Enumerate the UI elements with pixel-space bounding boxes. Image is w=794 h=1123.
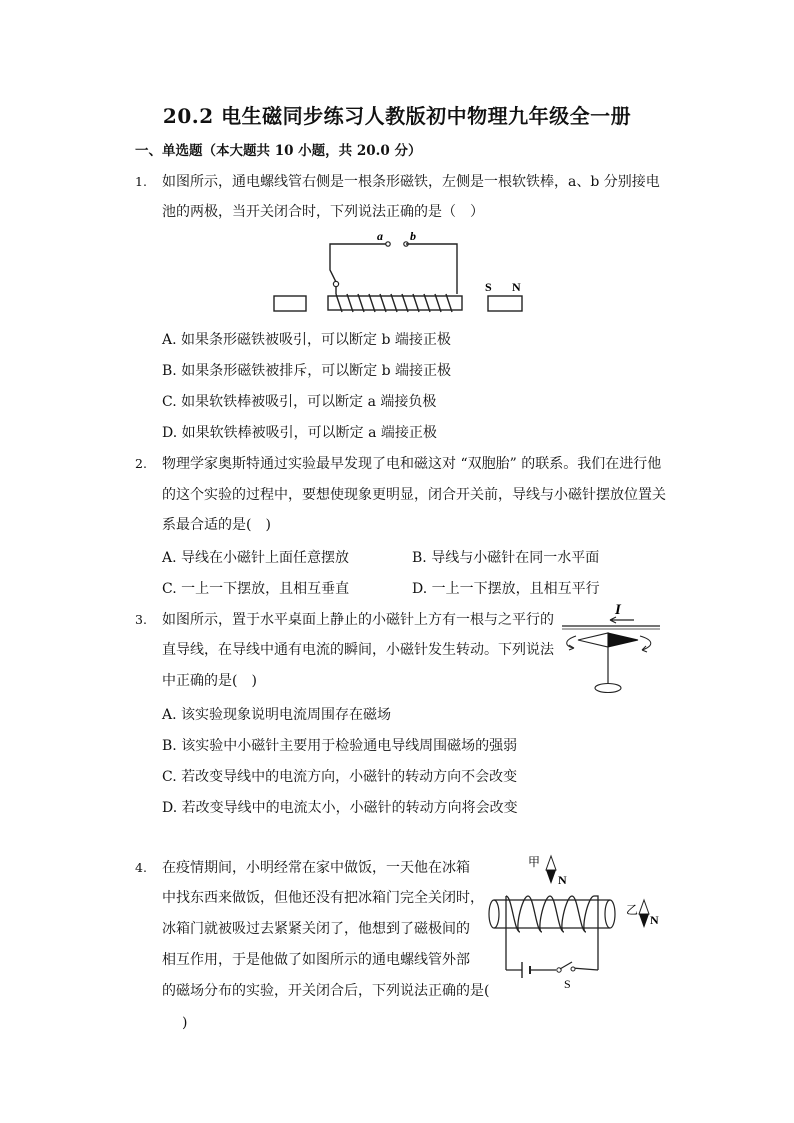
question-2-option-c[interactable]: C. 一上一下摆放，且相互垂直 (162, 581, 350, 597)
question-4-line-4: 相互作用，于是他做了如图所示的通电螺线管外部 (162, 952, 470, 968)
question-1-option-c[interactable]: C. 如果软铁棒被吸引，可以断定 a 端接负极 (162, 394, 437, 410)
label-jia: 甲 (528, 855, 541, 869)
question-4-number: 4. (135, 860, 147, 875)
label-switch-s: S (564, 977, 571, 991)
question-1-option-a[interactable]: A. 如果条形磁铁被吸引，可以断定 b 端接正极 (162, 332, 451, 348)
question-2-number: 2. (135, 456, 147, 471)
question-4-line-5: 的磁场分布的实验，开关闭合后，下列说法正确的是( (162, 983, 490, 999)
question-4-line-6: ) (168, 1015, 188, 1031)
page-title: 20.2 电生磁同步练习人教版初中物理九年级全一册 (162, 104, 632, 128)
question-3-option-b[interactable]: B. 该实验中小磁针主要用于检验通电导线周围磁场的强弱 (162, 738, 518, 754)
label-current: I (615, 602, 621, 618)
current-arrow (610, 617, 634, 623)
compass-base (595, 684, 621, 693)
needle-right (608, 633, 638, 647)
terminal-a (386, 242, 390, 246)
label-b: b (410, 229, 416, 243)
question-1-figure (270, 226, 530, 318)
compass-jia-top (546, 856, 556, 870)
right-wire (406, 244, 457, 294)
circuit-wire (506, 968, 598, 970)
question-2-line-2: 的这个实验的过程中，要想使现象更明显，闭合开关前，导线与小磁针摆放位置关 (162, 487, 666, 503)
left-wire (330, 244, 388, 294)
solenoid-coil (336, 294, 452, 312)
label-jia-n: N (558, 873, 567, 887)
question-1-option-b[interactable]: B. 如果条形磁铁被排斥，可以断定 b 端接正极 (162, 363, 452, 379)
question-2-option-d[interactable]: D. 一上一下摆放，且相互平行 (412, 581, 600, 597)
question-4-figure (484, 852, 664, 992)
question-2-line-1: 物理学家奥斯特通过实验最早发现了电和磁这对 “双胞胎” 的联系。我们在进行他 (162, 456, 662, 472)
rotation-arc-right (640, 636, 651, 650)
question-3-option-d[interactable]: D. 若改变导线中的电流太小，小磁针的转动方向将会改变 (162, 800, 518, 816)
question-4-line-2: 中找东西来做饭，但他还没有把冰箱门完全关闭时， (162, 890, 484, 906)
label-yi: 乙 (626, 903, 639, 917)
solenoid-coil (506, 896, 598, 970)
question-2-option-b[interactable]: B. 导线与小磁针在同一水平面 (412, 550, 600, 566)
label-a: a (377, 229, 383, 243)
solenoid-cylinder (494, 900, 610, 928)
question-1-line-1: 如图所示，通电螺线管右侧是一根条形磁铁，左侧是一根软铁棒，a、b 分别接电 (162, 174, 660, 190)
question-2-line-3: 系最合适的是( ) (162, 517, 271, 533)
soft-iron-bar (274, 296, 306, 311)
switch-pivot (333, 281, 338, 286)
bar-magnet (488, 296, 522, 311)
needle-left (578, 633, 608, 647)
question-4-line-3: 冰箱门就被吸过去紧紧关闭了，他想到了磁极间的 (162, 921, 470, 937)
question-1-option-d[interactable]: D. 如果软铁棒被吸引，可以断定 a 端接正极 (162, 425, 437, 441)
compass-jia-bottom (546, 870, 556, 884)
switch-contact-right (571, 967, 575, 971)
label-n: N (512, 280, 521, 294)
question-3-option-a[interactable]: A. 该实验现象说明电流周围存在磁场 (162, 707, 392, 723)
question-3-number: 3. (135, 612, 147, 627)
question-4-line-1: 在疫情期间，小明经常在家中做饭，一天他在冰箱 (162, 860, 470, 876)
question-1-number: 1. (135, 174, 147, 189)
question-3-figure (560, 600, 662, 698)
cylinder-right-end (605, 900, 615, 928)
question-3-line-3: 中正确的是( ) (162, 673, 257, 689)
question-1-line-2: 池的两极，当开关闭合时，下列说法正确的是（ ） (162, 204, 484, 220)
question-2-option-a[interactable]: A. 导线在小磁针上面任意摆放 (162, 550, 350, 566)
compass-yi-top (639, 900, 649, 914)
cylinder-left-end (489, 900, 499, 928)
label-s: S (485, 280, 492, 294)
question-3-option-c[interactable]: C. 若改变导线中的电流方向，小磁针的转动方向不会改变 (162, 769, 518, 785)
switch-lever (560, 962, 572, 969)
label-yi-n: N (650, 913, 659, 927)
section-heading: 一、单选题（本大题共 10 小题，共 20.0 分） (135, 143, 422, 159)
question-3-line-1: 如图所示，置于水平桌面上静止的小磁针上方有一根与之平行的 (162, 612, 554, 628)
compass-yi-bottom (639, 914, 649, 928)
question-3-line-2: 直导线，在导线中通有电流的瞬间，小磁针发生转动。下列说法 (162, 642, 554, 658)
